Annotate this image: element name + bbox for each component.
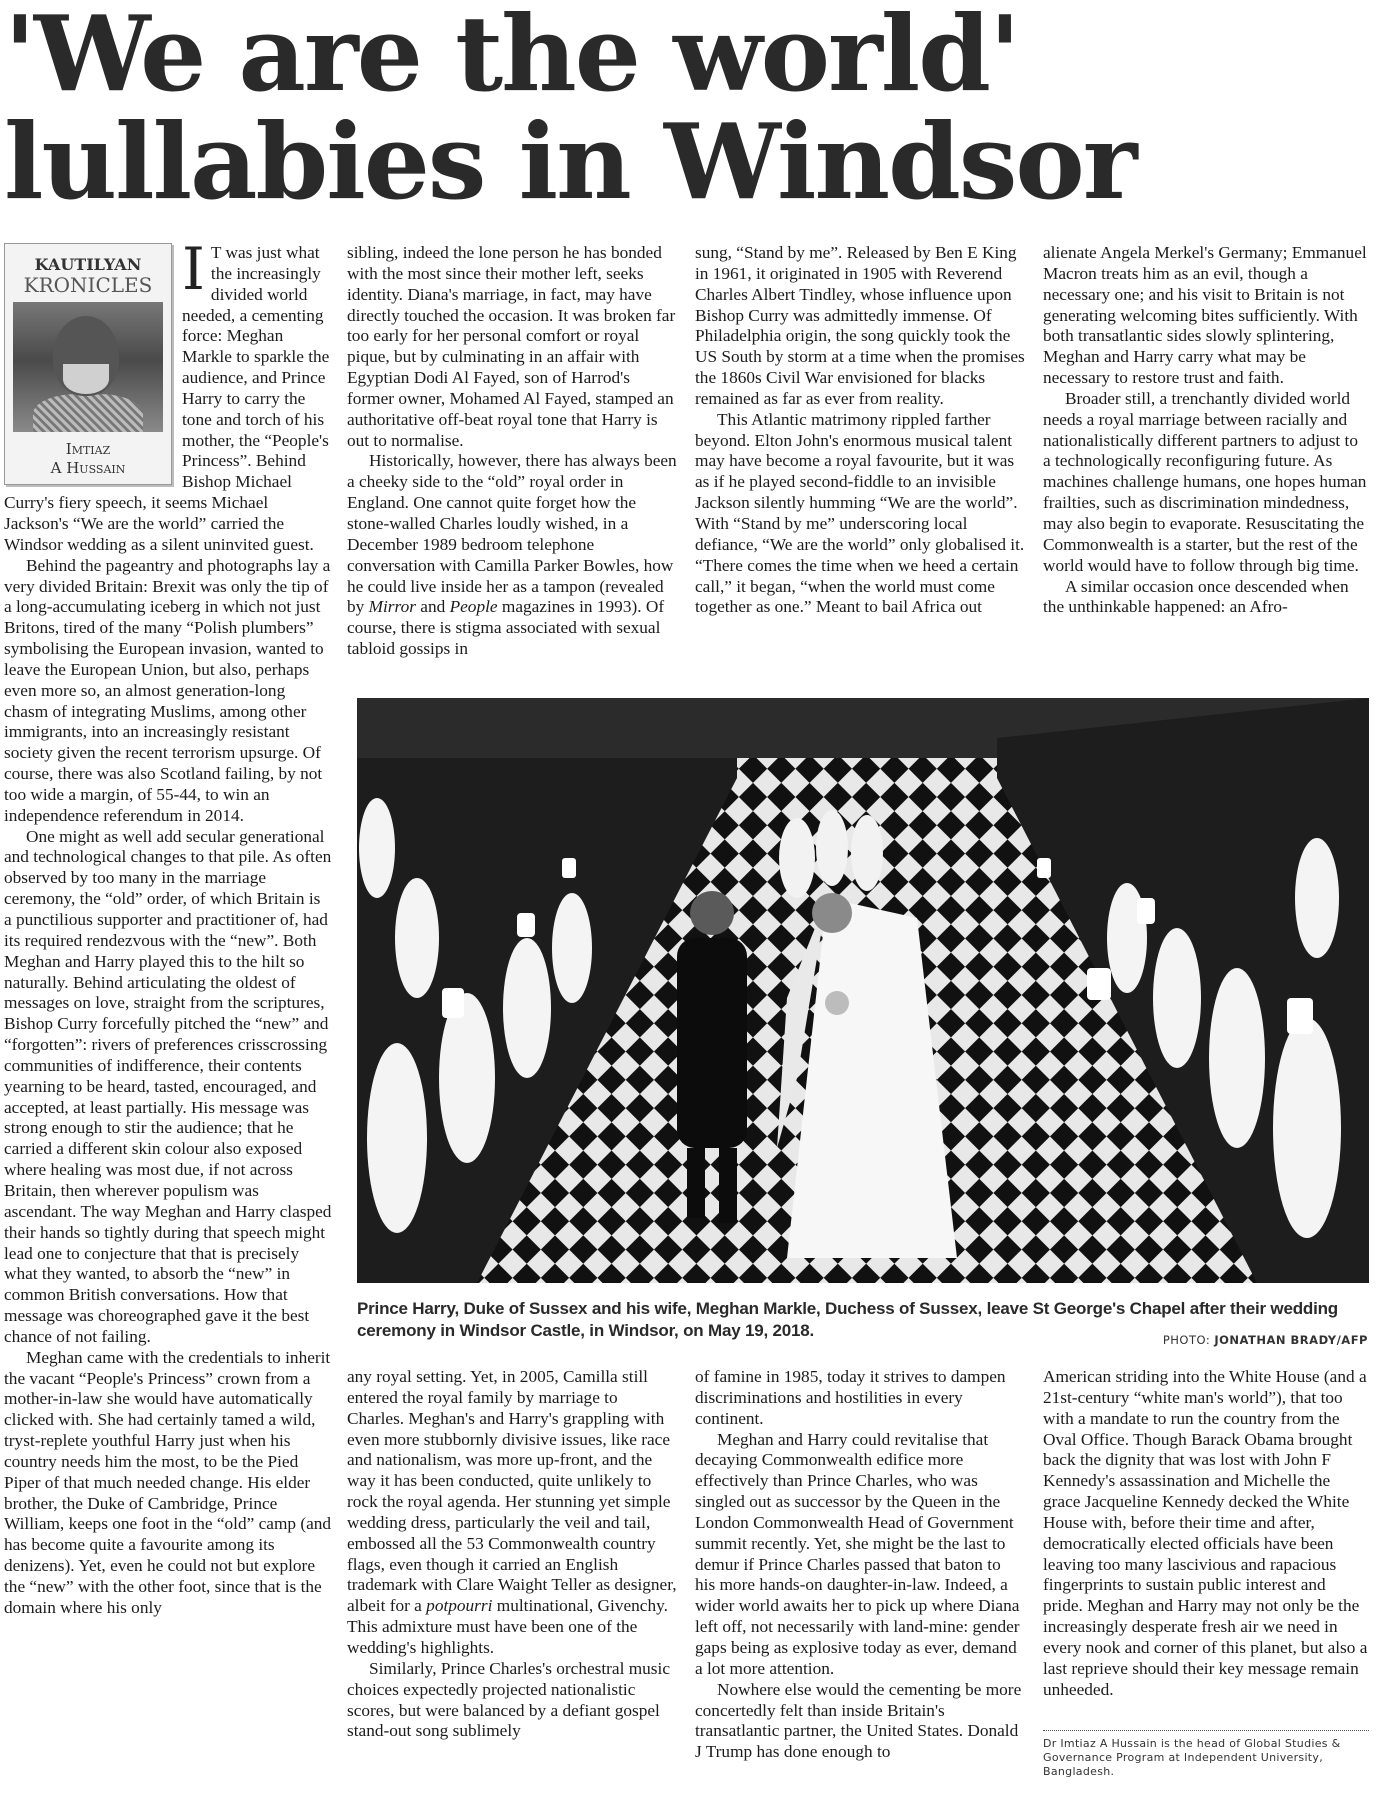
paragraph: One might as well add secular generational and technological changes to that pile. As often observed by too many in the marriage ceremony, the “old” order, of which Britain is a punctilious supporter and practitioner of, had its required rendezvous with the “new”. Both Meghan and Harry played this to the hilt so naturally. Behind articulating the oldest of messages on love, straight from the scriptures, Bishop Curry forcefully pitched the “new” and “forgotten”: rivers of preferences crisscrossing communities of indifference, their contents yearning to be heard, tasted, encouraged, and accepted, at least partially. His message was strong enough to stir the audience; that he carried a different skin colour also exposed where healing was most due, if not across Britain, then wherever populism was ascendant. The way Meghan and Harry clasped their hands so tightly during that speech might lead one to conjecture that that is precisely what they wanted, to absorb the “new” in common British conversations. How that message was choreographed gave it the best chance of not failing. (4, 826, 332, 1346)
paragraph: A similar occasion once descended when the unthinkable happened: an Afro- (1043, 576, 1349, 617)
paragraph: Nowhere else would the cementing be more concertedly felt than inside Britain's transatlantic partner, the United States. Donald J Trump has done enough to (695, 1679, 1022, 1762)
author-name-line-2: A Hussain (50, 459, 126, 477)
article-column-1 (4, 243, 332, 1788)
photo-caption: Prince Harry, Duke of Sussex and his wife, Meghan Markle, Duchess of Sussex, leave St George's Chapel after their wedding ceremony in Windsor Castle, in Windsor, on May 19, 2018. (357, 1299, 1338, 1340)
wedding-photo-image (357, 698, 1369, 1283)
paragraph: of famine in 1985, today it strives to dampen discriminations and hostilities in every continent. (695, 1367, 1006, 1428)
paragraph: Historically, however, there has always been a cheeky side to the “old” royal order in England. One cannot quite forget how the stone-walled Charles loudly wished, in a December 1989 bedroom telephone conversation with Camilla Parker Bowles, how he could live inside her as a tampon (revealed by Mirror and People magazines in 1993). Of course, there is stigma associated with sexual tabloid gossips in (347, 451, 677, 659)
article-column-2 (347, 243, 677, 683)
column-kicker: KAUTILYAN (34, 255, 142, 274)
paragraph: American striding into the White House (and a 21st-century “white man's world”), that too with a mandate to run the country from the Oval Office. Though Barack Obama brought back the dignity that was lost with John F Kennedy's assassination and Michelle the grace Jacqueline Kennedy decked the White House with, before their time and after, democratically elected officials have been leaving too many lascivious and rapacious fingerprints to sustain public interest and pride. Meghan and Harry may not only be the increasingly desperate fresh air we need in every nook and corner of this planet, but also a last reprieve should their key message remain unheeded. (1043, 1367, 1368, 1699)
drop-cap: I (182, 243, 205, 303)
headline-line-2: lullabies in Windsor (4, 100, 1136, 223)
column-series-title: KRONICLES (23, 273, 153, 297)
photo-credit: PHOTO: JONATHAN BRADY/AFP (1162, 1333, 1368, 1347)
paragraph-text: T was just what the increasingly divided world needed, a cementing force: Meghan Markle to sparkle the audience, and Prince Harry to carry the tone and torch of his mother, the “People's Princess”. Behind Bishop Michael Curry's fiery speech, it seems Michael Jackson's “We are the world” carried the Windsor wedding as a silent uninvited guest. (4, 243, 330, 554)
bio-divider (1043, 1730, 1369, 1731)
paragraph: Similarly, Prince Charles's orchestral music choices expectedly projected nationalistic scores, but were balanced by a defiant gospel stand-out song sublimely (347, 1658, 670, 1741)
paragraph: alienate Angela Merkel's Germany; Emmanuel Macron treats him as an evil, though a necessary one; and his visit to Britain is not generating welcoming bites sufficiently. With both transatlantic sides slowly splintering, Meghan and Harry carry what may be necessary to restore trust and faith. (1043, 243, 1367, 388)
author-name-line-1: Imtiaz (65, 440, 111, 458)
author-bio: Dr Imtiaz A Hussain is the head of Global Studies & Governance Program at Independent University, Bangladesh. (1043, 1737, 1341, 1778)
paragraph: sung, “Stand by me”. Released by Ben E King in 1961, it originated in 1905 with Reverend Charles Albert Tindley, whose influence upon Bishop Curry was admittedly immense. Of Philadelphia origin, the song quickly took the US South by storm at a time when the promises the 1860s Civil War envisioned for blacks remained as far as ever from reality. (695, 243, 1025, 408)
paragraph: any royal setting. Yet, in 2005, Camilla still entered the royal family by marriage to Charles. Meghan's and Harry's grappling with even more stubbornly divisive issues, like race and nationalism, was more up-front, and the way it has been conducted, quite unlikely to rock the royal agenda. Her stunning yet simple wedding dress, particularly the veil and tail, embossed all the 53 Commonwealth country flags, even though it carried an English trademark with Clare Waight Teller as designer, albeit for a potpourri multinational, Givenchy. This admixture must have been one of the wedding's highlights. (347, 1367, 677, 1657)
paragraph: Broader still, a trenchantly divided world needs a royal marriage between racially and nationalistically different partners to adjust to a technologically reconfiguring future. As machines challenge humans, one hopes human frailties, such as discrimination mindedness, may also begin to evaporate. Resuscitating the Commonwealth is a starter, but the rest of the world would have to follow through big time. (1043, 388, 1367, 575)
article-column-4 (1043, 243, 1369, 683)
article-column-2-continued (347, 1367, 677, 1787)
article-column-3 (695, 243, 1025, 683)
headline-line-1: 'We are the world' (4, 0, 1019, 115)
article-column-3-continued (695, 1367, 1025, 1787)
paragraph: Meghan came with the credentials to inherit the vacant “People's Princess” crown from a mother-in-law she would have automatically clicked with. She had certainly tamed a wild, tryst-replete youthful Harry just when his country needs him the most, to be the Pied Piper of that much needed change. His elder brother, the Duke of Cambridge, Prince William, keeps one foot in the “old” camp (and has become quite a favourite among its denizens). Yet, even he could not but explore the “new” with the other foot, since that is the domain where his only (4, 1347, 332, 1617)
paragraph: This Atlantic matrimony rippled farther beyond. Elton John's enormous musical talent may have become a royal favourite, but it was as if he played second-fiddle to an invisible Jackson silently humming “We are the world”. With “Stand by me” underscoring local defiance, “We are the world” only globalised it. “There comes the time when we heed a certain call,” it began, “when the world must come together as one.” Meant to bail Africa out (695, 409, 1025, 617)
paragraph: sibling, indeed the lone person he has bonded with the most since their mother left, seeks identity. Diana's marriage, in fact, may have directly touched the occasion. It was broken far too early for her personal comfort or royal pique, but by culminating in an affair with Egyptian Dodi Al Fayed, son of Harrod's former owner, Mohamed Al Fayed, stamped an authoritative off-beat royal tone that Harry is out to normalise. (347, 243, 676, 450)
paragraph: Meghan and Harry could revitalise that decaying Commonwealth edifice more effectively than Prince Charles, who was singled out as successor by the Queen in the London Commonwealth Head of Government summit recently. Yet, she might be the last to demur if Prince Charles passed that baton to his more hands-on daughter-in-law. Indeed, a wider world awaits her to pick up where Diana left off, not necessarily with land-mine: gender gaps being as explosive today as ever, demand a lot more attention. (695, 1429, 1020, 1678)
author-photo (13, 302, 163, 432)
wedding-photo (357, 698, 1369, 1283)
author-box (4, 243, 172, 485)
headline (4, 0, 1344, 223)
paragraph: Behind the pageantry and photographs lay a very divided Britain: Brexit was only the tip of a long-accumulating iceberg in which not just Britons, tired of the many “Polish plumbers” symbolising the European invasion, wanted to leave the European Union, but also, perhaps even more so, an almost generation-long chasm of integrating Muslims, among other immigrants, into an increasingly resistant society given the recent terrorism upsurge. Of course, there was also Scotland failing, by not too wide a margin, of 55-44, to win an independence referendum in 2014. (4, 555, 331, 825)
article-column-4-continued (1043, 1367, 1369, 1717)
